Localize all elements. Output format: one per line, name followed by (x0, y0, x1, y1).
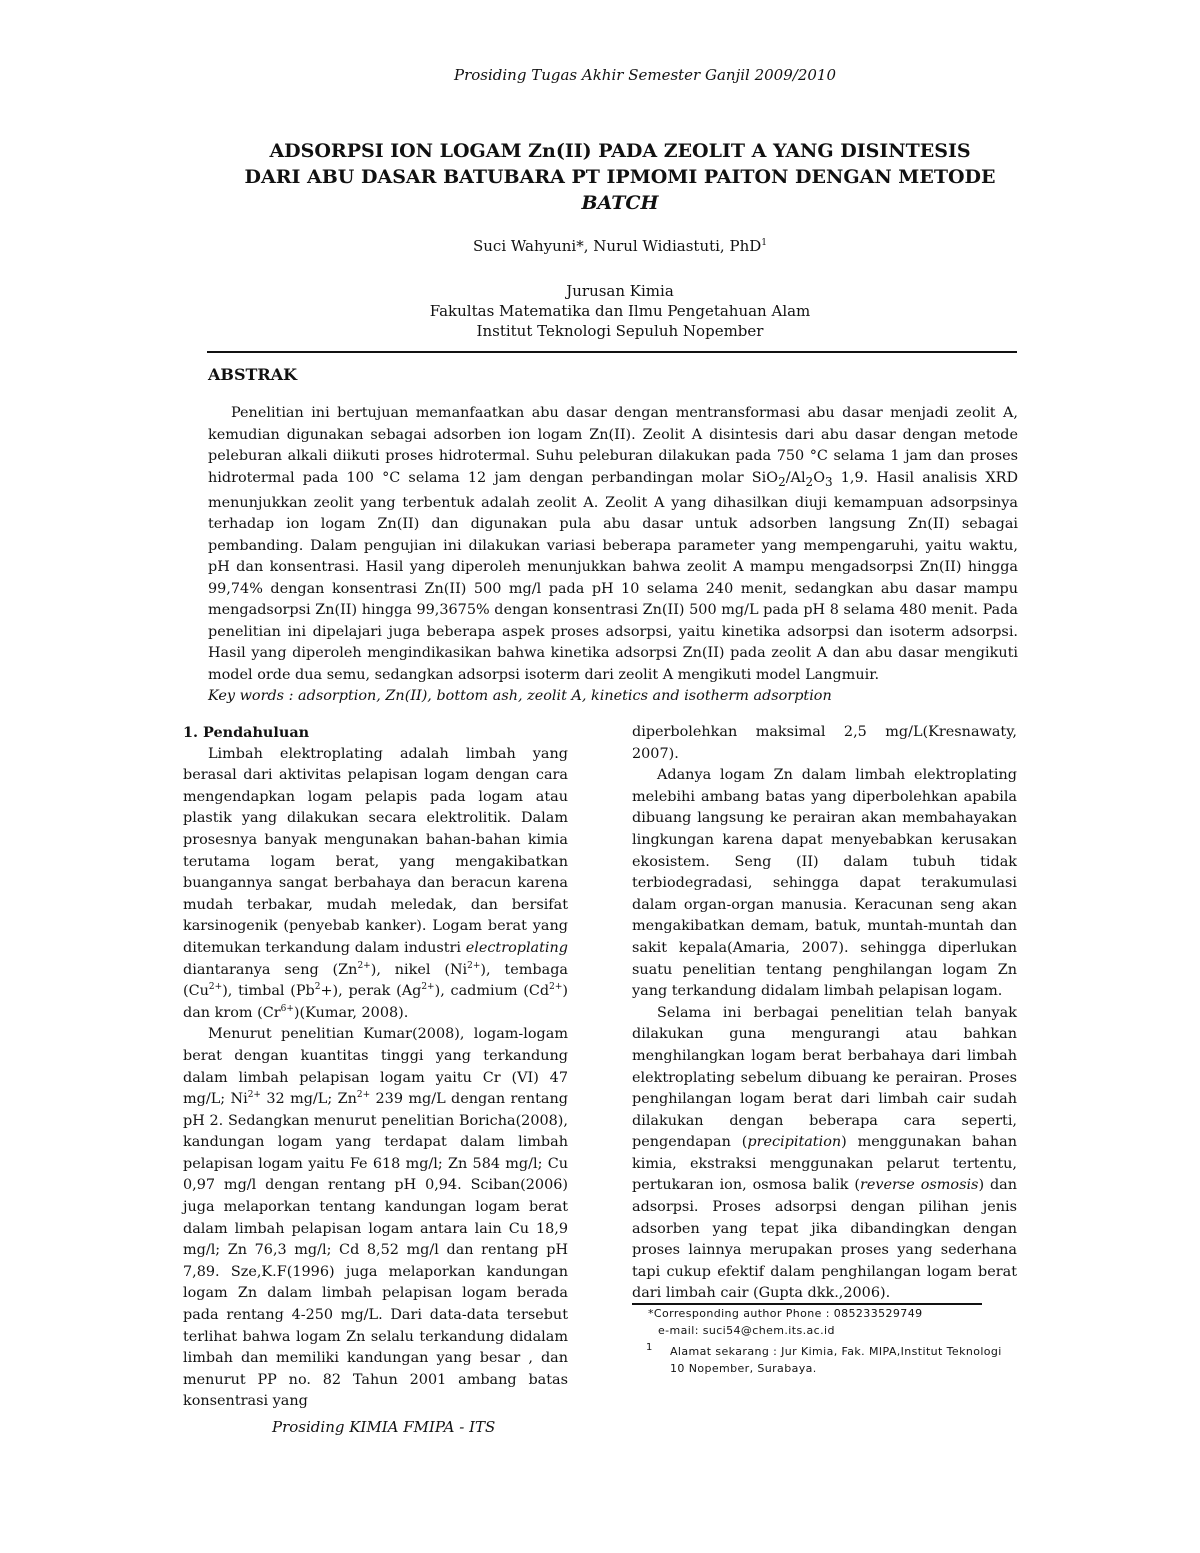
body-paragraph: Selama ini berbagai penelitian telah banyak dilakukan guna mengurangi atau bahkan menghilangkan logam berat berbahaya dari limbah elektroplating sebelum dibuang ke perairan. Proses penghilangan logam berat dari limbah cair sudah dilakukan dengan beberapa cara seperti, pengendapan (precipitation) menggunakan bahan kimia, ekstraksi menggunakan pelarut tertentu, pertukaran ion, osmosa balik (reverse osmosis) dan adsorpsi. Proses adsorpsi dengan pilihan jenis adsorben yang tepat jika dibandingkan dengan proses lainnya merupakan proses yang sederhana tapi cukup efektif dalam penghilangan logam berat dari limbah cair (Gupta dkk.,2006). (632, 1004, 1018, 1302)
abstract-body (208, 403, 1018, 708)
affiliation-faculty: Fakultas Matematika dan Ilmu Pengetahuan Alam (429, 302, 811, 320)
footnote-email: e-mail: suci54@chem.its.ac.id (658, 1324, 835, 1337)
header-divider (207, 351, 1017, 353)
running-header: Prosiding Tugas Akhir Semester Ganjil 2009/2010 (453, 66, 836, 84)
body-paragraph: Menurut penelitian Kumar(2008), logam-logam berat dengan kuantitas tinggi yang terkandung dalam limbah pelapisan logam yaitu Cr (VI) 47 mg/L; $Ni^{2+}$ 32 mg/L; $Zn^{2+}$ 239 mg/L dengan rentang pH 2. Sedangkan menurut penelitian Boricha(2008), kandungan logam yang terdapat dalam limbah pelapisan logam yaitu Fe 618 mg/l; Zn 584 mg/l; Cu 0,97 mg/l dengan rentang pH 0,94. Sciban(2006) juga melaporkan tentang kandungan logam berat dalam limbah pelapisan logam antara lain Cu 18,9 mg/l; Zn 76,3 mg/l; Cd 8,52 mg/l dan rentang pH 7,89. Sze,K.F(1996) juga melaporkan kandungan logam Zn dalam limbah pelapisan logam berada pada rentang 4-250 mg/L. Dari data-data tersebut terlihat bahwa logam Zn selalu terkandung didalam limbah dan memiliki kandungan yang besar , dan menurut PP no. 82 Tahun 2001 ambang batas konsentrasi yang (183, 1026, 568, 1410)
body-paragraph: diperbolehkan maksimal 2,5 mg/L(Kresnawaty, 2007). (632, 724, 1017, 762)
section-heading: 1. Pendahuluan (183, 724, 310, 741)
column-left (183, 722, 568, 1413)
footnote-corresponding: *Corresponding author Phone : 085233529749 e-mail: suci54@chem.its.ac.id (648, 1305, 1008, 1339)
affiliation-department: Jurusan Kimia (566, 282, 674, 300)
abstract-paragraph: Penelitian ini bertujuan memanfaatkan abu dasar dengan mentransformasi abu dasar menjadi zeolit A, kemudian digunakan sebagai adsorben ion logam Zn(II). Zeolit A disintesis dari abu dasar dengan metode peleburan alkali diikuti proses hidrotermal. Suhu peleburan dilakukan pada 750 °C selama 1 jam dan proses hidrotermal pada 100 °C selama 12 jam dengan perbandingan molar $SiO_2/Al_2O_3$ 1,9. Hasil analisis XRD menunjukkan zeolit yang terbentuk adalah zeolit A. Zeolit A yang dihasilkan diuji kemampuan adsorpsinya terhadap ion logam Zn(II) dan digunakan pula abu dasar untuk adsorben langsung Zn(II) sebagai pembanding. Dalam pengujian ini dilakukan variasi beberapa parameter yang mempengaruhi, yaitu waktu, pH dan konsentrasi. Hasil yang diperoleh menunjukkan bahwa zeolit A mampu mengadsorpsi Zn(II) hingga 99,74% dengan konsentrasi Zn(II) 500 mg/l pada pH 10 selama 240 menit, sedangkan abu dasar mampu mengadsorpsi Zn(II) hingga 99,3675% dengan konsentrasi Zn(II) 500 mg/L pada pH 8 selama 480 menit. Pada penelitian ini dipelajari juga beberapa aspek proses adsorpsi, yaitu kinetika adsorpsi dan isoterm adsorpsi. Hasil yang diperoleh mengindikasikan bahwa kinetika adsorpsi Zn(II) pada zeolit A dan abu dasar mengikuti model orde dua semu, sedangkan adsorpsi isoterm dari zeolit A mengikuti model Langmuir. (208, 405, 1018, 683)
title-line-1: ADSORPSI ION LOGAM Zn(II) PADA ZEOLIT A YANG DISINTESIS (269, 140, 971, 162)
footnote-address: 1 Alamat sekarang : Jur Kimia, Fak. MIPA,Institut Teknologi 10 Nopember, Surabaya. (646, 1342, 1002, 1375)
column-right (632, 722, 1017, 1305)
running-footer: Prosiding KIMIA FMIPA - ITS (272, 1418, 496, 1436)
body-paragraph: Adanya logam Zn dalam limbah elektroplating melebihi ambang batas yang diperbolehkan apabila dibuang langsung ke perairan akan membahayakan lingkungan karena dapat menyebabkan kerusakan ekosistem. Seng (II) dalam tubuh tidak terbiodegradasi, sehingga dapat terakumulasi dalam organ-organ manusia. Keracunan seng akan mengakibatkan demam, batuk, muntah-muntah dan sakit kepala(Amaria, 2007). sehingga diperlukan suatu penelitian tentang penghilangan logam Zn yang terkandung didalam limbah pelapisan logam. (632, 767, 1017, 1000)
title-line-2: DARI ABU DASAR BATUBARA PT IPMOMI PAITON DENGAN METODE (244, 166, 996, 188)
affiliation-institute: Institut Teknologi Sepuluh Nopember (476, 322, 764, 340)
body-paragraph: Limbah elektroplating adalah limbah yang berasal dari aktivitas pelapisan logam dengan cara mengendapkan logam pelapis pada logam atau plastik yang dilakukan secara elektrolitik. Dalam prosesnya banyak mengunakan bahan-bahan kimia terutama logam berat, yang mengakibatkan buangannya sangat berbahaya dan beracun karena mudah terbakar, mudah meledak, dan bersifat karsinogenik (penyebab kanker). Logam berat yang ditemukan terkandung dalam industri electroplating diantaranya seng $(Zn^{2+})$, nikel $(Ni^{2+})$, tembaga $(Cu^{2+})$, timbal $(Pb^2+)$, perak $(Ag^{2+})$, cadmium $(Cd^{2+})$ dan krom $(Cr^{6+})(Kumar$, 2008). (183, 745, 568, 1021)
paper-title (205, 138, 1035, 216)
keywords: Key words : adsorption, Zn(II), bottom ash, zeolit A, kinetics and isotherm adsorption (208, 688, 832, 705)
abstract-heading: ABSTRAK (208, 365, 298, 384)
authors: Suci Wahyuni*, Nurul Widiastuti, PhD$^1$ (473, 237, 767, 255)
title-line-3: BATCH (581, 192, 659, 214)
